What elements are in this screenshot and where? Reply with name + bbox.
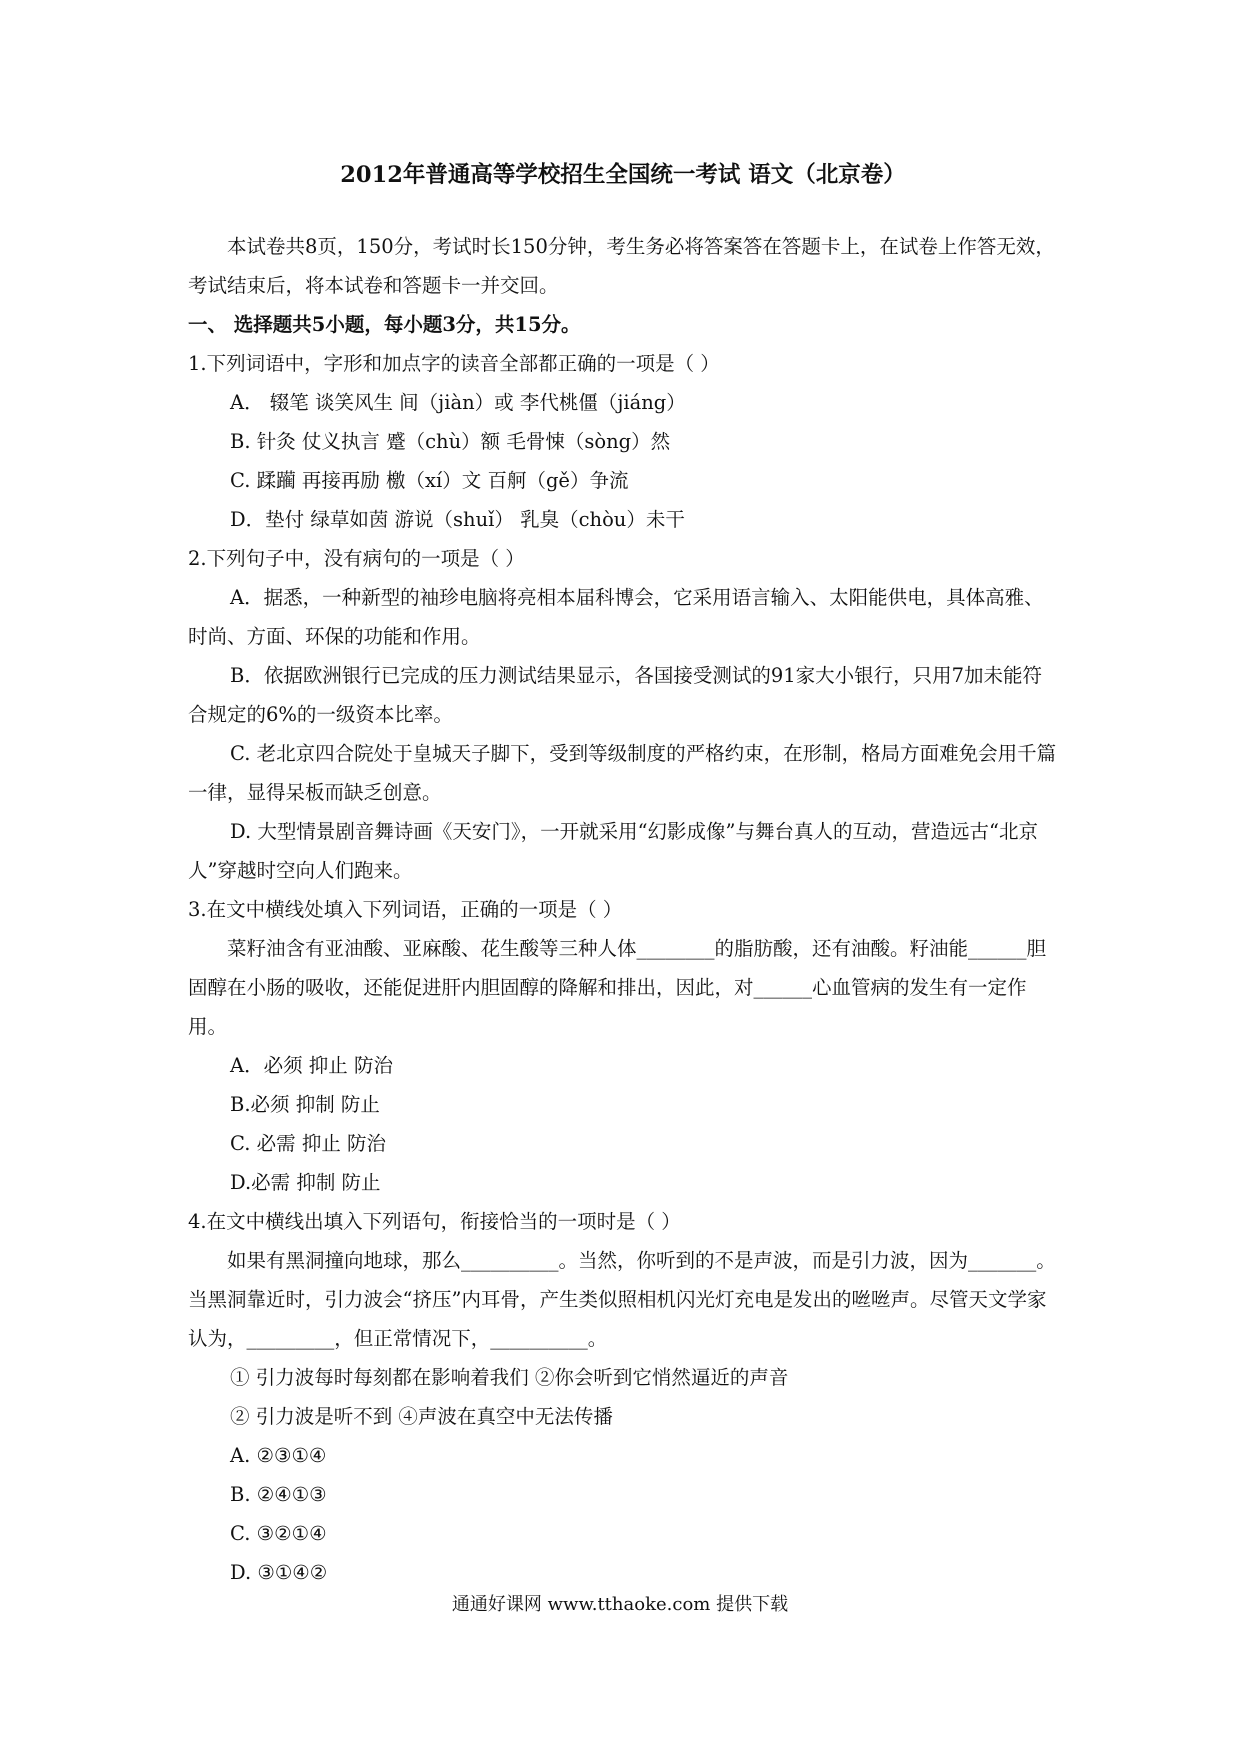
question-4-option-c: C. ③②①④ xyxy=(230,1522,327,1545)
question-3-option-c: C. 必需 抑止 防治 xyxy=(230,1132,387,1155)
question-4-sentences-line-2: ② 引力波是听不到 ④声波在真空中无法传播 xyxy=(230,1405,613,1428)
question-3-stem: 3.在文中横线处填入下列词语，正确的一项是（ ） xyxy=(188,898,623,921)
question-2-option-c: C. 老北京四合院处于皇城天子脚下，受到等级制度的严格约束，在形制，格局方面难免会用千篇一律，显得呆板而缺乏创意。 xyxy=(188,742,1057,804)
page-footer: 通通好课网 www.tthaoke.com 提供下载 xyxy=(451,1594,789,1615)
section-heading-1: 一、 选择题共5小题，每小题3分，共15分。 xyxy=(188,313,581,336)
question-1-option-a: A． 辍笔 谈笑风生 间（jiàn）或 李代桃僵（jiáng） xyxy=(230,391,686,414)
question-2-stem: 2.下列句子中，没有病句的一项是（ ） xyxy=(188,547,525,570)
question-3-option-d: D.必需 抑制 防止 xyxy=(230,1171,381,1194)
question-1-stem: 1.下列词语中，字形和加点字的读音全部都正确的一项是（ ） xyxy=(188,352,720,375)
page-content xyxy=(188,156,1058,1592)
question-3-option-a: A．必须 抑止 防治 xyxy=(230,1054,393,1077)
question-2-option-a: A．据悉，一种新型的袖珍电脑将亮相本届科博会，它采用语言输入、太阳能供电，具体高雅、时尚、方面、环保的功能和作用。 xyxy=(188,586,1044,648)
question-2-option-d: D. 大型情景剧音舞诗画《天安门》，一开就采用“幻影成像”与舞台真人的互动，营造远古“北京人”穿越时空向人们跑来。 xyxy=(188,820,1038,882)
question-4-stem: 4.在文中横线出填入下列语句，衔接恰当的一项时是（ ） xyxy=(188,1210,681,1233)
intro-paragraph: 本试卷共8页，150分，考试时长150分钟，考生务必将答案答在答题卡上，在试卷上作答无效，考试结束后，将本试卷和答题卡一并交回。 xyxy=(188,235,1055,297)
page-title: 2012年普通高等学校招生全国统一考试 语文（北京卷） xyxy=(340,162,906,188)
question-1-option-d: D．垫付 绿草如茵 游说（shuǐ） 乳臭（chòu）未干 xyxy=(230,508,685,531)
question-4-sentences-line-1: ① 引力波每时每刻都在影响着我们 ②你会听到它悄然逼近的声音 xyxy=(230,1366,789,1389)
question-1-option-c: C. 蹂躏 再接再励 檄（xí）文 百舸（gě）争流 xyxy=(230,469,629,492)
question-1-option-b: B. 针灸 仗义执言 蹙（chù）额 毛骨悚（sòng）然 xyxy=(230,430,671,453)
question-3-option-b: B.必须 抑制 防止 xyxy=(230,1093,380,1116)
question-3-passage: 菜籽油含有亚油酸、亚麻酸、花生酸等三种人体________的脂肪酸，还有油酸。籽油能______胆固醇在小肠的吸收，还能促进肝内胆固醇的降解和排出，因此，对______心血管病的发生有一定作用。 xyxy=(188,937,1047,1038)
question-4-option-a: A. ②③①④ xyxy=(230,1444,327,1467)
question-2-option-b: B．依据欧洲银行已完成的压力测试结果显示，各国接受测试的91家大小银行，只用7加未能符合规定的6%的一级资本比率。 xyxy=(188,664,1043,726)
question-4-option-d: D. ③①④② xyxy=(230,1561,328,1584)
question-4-passage: 如果有黑洞撞向地球，那么__________。当然，你听到的不是声波，而是引力波，因为_______。当黑洞靠近时，引力波会“挤压”内耳骨，产生类似照相机闪光灯充电是发出的咝咝声。尽管天文学家认为，_________，但正常情况下，__________。 xyxy=(188,1249,1056,1350)
question-4-option-b: B. ②④①③ xyxy=(230,1483,327,1506)
